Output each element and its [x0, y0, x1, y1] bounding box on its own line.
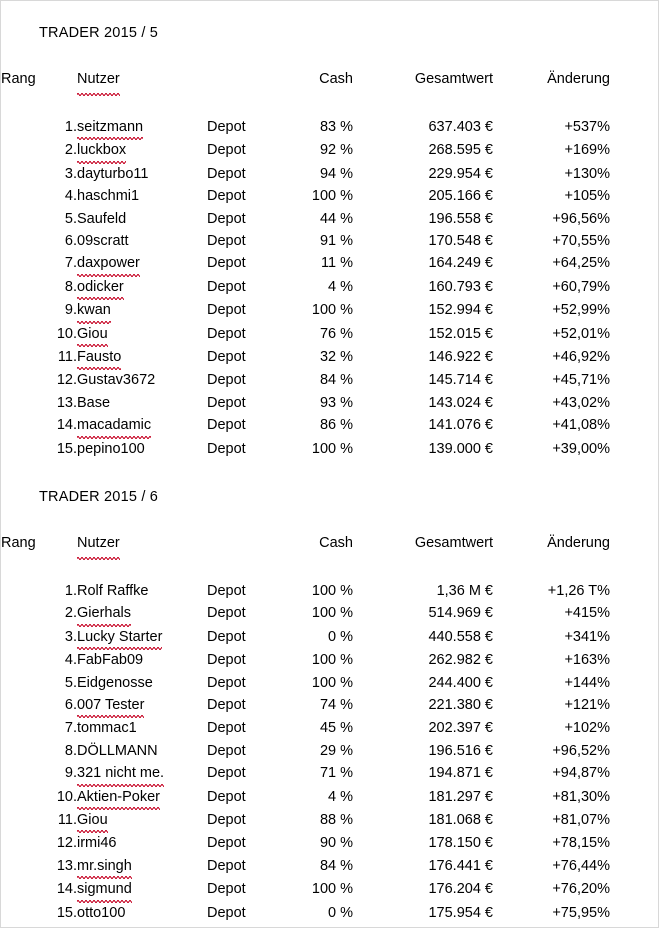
cell-user	[77, 276, 207, 299]
cell-depot: Depot	[207, 233, 246, 250]
cell-pad	[610, 902, 659, 924]
cell-user	[77, 323, 207, 346]
cell-depot: Depot	[207, 904, 246, 921]
cell-total: 152.015 €	[428, 325, 493, 342]
cell-cash: 32 %	[319, 349, 353, 366]
cell-cash: 29 %	[319, 742, 353, 759]
column-header-pad	[610, 64, 659, 95]
cell-rank: 2.	[64, 142, 77, 159]
cell-rank: 14.	[56, 881, 77, 898]
cell-total: 262.982 €	[428, 652, 493, 669]
cell-pad	[610, 392, 659, 414]
cell-user: haschmi1	[77, 188, 140, 205]
table-row	[1, 809, 659, 832]
cell-cash: 4 %	[328, 788, 353, 805]
spacer-row	[1, 559, 659, 580]
cell-cash: 88 %	[319, 812, 353, 829]
cell-total: 176.441 €	[428, 857, 493, 874]
cell-user-text: Gierhals	[77, 602, 131, 625]
table-row	[1, 649, 659, 671]
cell-total: 196.516 €	[428, 742, 493, 759]
cell-cash: 44 %	[319, 210, 353, 227]
cell-change: +46,92%	[552, 349, 610, 366]
table-row	[1, 163, 659, 185]
table-row	[1, 762, 659, 785]
cell-change: +75,95%	[552, 904, 610, 921]
cell-pad	[610, 208, 659, 230]
table-row	[1, 414, 659, 437]
cell-change: +94,87%	[552, 765, 610, 782]
cell-change: +169%	[564, 142, 610, 159]
column-header-depot	[207, 64, 285, 95]
cell-user	[77, 116, 207, 139]
cell-total: 440.558 €	[428, 628, 493, 645]
spacer-row	[1, 95, 659, 116]
cell-rank: 5.	[64, 674, 77, 691]
cell-depot: Depot	[207, 255, 246, 272]
table-row	[1, 369, 659, 391]
cell-rank: 3.	[64, 165, 77, 182]
cell-pad	[610, 185, 659, 207]
cell-rank: 9.	[64, 302, 77, 319]
cell-cash: 93 %	[319, 394, 353, 411]
spacer-row	[1, 507, 659, 528]
section-title: TRADER 2015 / 5	[39, 25, 159, 41]
table-row	[1, 230, 659, 252]
cell-rank: 7.	[64, 720, 77, 737]
cell-pad	[610, 694, 659, 717]
column-header-cash: Cash	[319, 71, 353, 87]
cell-total: 143.024 €	[428, 394, 493, 411]
cell-rank: 6.	[64, 697, 77, 714]
section-title: TRADER 2015 / 6	[39, 489, 159, 505]
cell-pad	[610, 139, 659, 162]
cell-change: +39,00%	[552, 440, 610, 457]
table-row	[1, 116, 659, 139]
cell-pad	[610, 369, 659, 391]
table-row	[1, 276, 659, 299]
cell-rank: 1.	[64, 583, 77, 599]
cell-depot: Depot	[207, 881, 246, 898]
cell-change: +415%	[564, 605, 610, 622]
cell-total: 181.297 €	[428, 788, 493, 805]
cell-pad	[610, 163, 659, 185]
cell-user	[77, 299, 207, 322]
cell-user-text: daxpower	[77, 252, 140, 275]
table-row	[1, 185, 659, 207]
cell-total: 514.969 €	[428, 605, 493, 622]
cell-user	[77, 139, 207, 162]
cell-user: tommac1	[77, 720, 137, 737]
column-header-user-text: Nutzer	[77, 64, 120, 95]
cell-user-text: Giou	[77, 323, 108, 346]
column-header-cash: Cash	[319, 535, 353, 551]
cell-cash: 100 %	[311, 583, 353, 599]
ranking-section-trader-2015-5	[1, 23, 659, 460]
cell-change: +163%	[564, 652, 610, 669]
cell-total: 145.714 €	[428, 372, 493, 389]
cell-cash: 71 %	[319, 765, 353, 782]
cell-depot: Depot	[207, 440, 246, 457]
cell-change: +43,02%	[552, 394, 610, 411]
cell-cash: 0 %	[328, 904, 353, 921]
column-header-rank: Rang	[1, 71, 36, 87]
cell-cash: 100 %	[311, 652, 353, 669]
cell-cash: 90 %	[319, 835, 353, 852]
table-row	[1, 626, 659, 649]
spacer-cell	[1, 43, 659, 64]
cell-change: +537%	[564, 119, 610, 135]
spacer-row	[1, 43, 659, 64]
cell-depot: Depot	[207, 188, 246, 205]
cell-change: +60,79%	[552, 278, 610, 295]
cell-change: +45,71%	[552, 372, 610, 389]
cell-total: 141.076 €	[428, 417, 493, 434]
cell-change: +1,26 T%	[547, 583, 610, 599]
cell-depot: Depot	[207, 674, 246, 691]
cell-user	[77, 252, 207, 275]
cell-user-text: luckbox	[77, 139, 126, 162]
table-row	[1, 580, 659, 602]
cell-pad	[610, 346, 659, 369]
cell-change: +64,25%	[552, 255, 610, 272]
ranking-section-trader-2015-6	[1, 487, 659, 924]
table-row	[1, 208, 659, 230]
cell-change: +81,30%	[552, 788, 610, 805]
cell-change: +144%	[564, 674, 610, 691]
cell-depot: Depot	[207, 119, 246, 135]
cell-rank: 14.	[56, 417, 77, 434]
table-row	[1, 740, 659, 762]
cell-pad	[610, 626, 659, 649]
cell-change: +130%	[564, 165, 610, 182]
cell-change: +52,99%	[552, 302, 610, 319]
cell-user: DÖLLMANN	[77, 742, 158, 759]
cell-pad	[610, 299, 659, 322]
spacer-cell	[1, 559, 659, 580]
cell-change: +96,52%	[552, 742, 610, 759]
cell-depot: Depot	[207, 788, 246, 805]
cell-change: +41,08%	[552, 417, 610, 434]
cell-pad	[610, 809, 659, 832]
cell-depot: Depot	[207, 278, 246, 295]
table-body	[1, 116, 659, 460]
cell-rank: 13.	[56, 394, 77, 411]
column-header-change: Änderung	[547, 71, 610, 87]
cell-depot: Depot	[207, 417, 246, 434]
table-body	[1, 580, 659, 924]
cell-user: Base	[77, 394, 111, 411]
spacer-cell	[1, 507, 659, 528]
cell-depot: Depot	[207, 697, 246, 714]
cell-pad	[610, 832, 659, 854]
cell-depot: Depot	[207, 812, 246, 829]
cell-change: +81,07%	[552, 812, 610, 829]
cell-cash: 83 %	[319, 119, 353, 135]
cell-pad	[610, 230, 659, 252]
ranking-table	[1, 507, 659, 924]
cell-depot: Depot	[207, 742, 246, 759]
cell-user-text: mr.singh	[77, 855, 132, 878]
cell-user-text: odicker	[77, 276, 124, 299]
table-row	[1, 252, 659, 275]
table-row	[1, 832, 659, 854]
cell-depot: Depot	[207, 628, 246, 645]
cell-pad	[610, 580, 659, 602]
cell-user: pepino100	[77, 440, 145, 457]
table-row	[1, 855, 659, 878]
cell-user	[77, 809, 207, 832]
cell-user	[77, 414, 207, 437]
cell-depot: Depot	[207, 857, 246, 874]
cell-change: +52,01%	[552, 325, 610, 342]
cell-user: FabFab09	[77, 652, 144, 669]
cell-user-text: Lucky Starter	[77, 626, 162, 649]
cell-depot: Depot	[207, 142, 246, 159]
cell-user: otto100	[77, 904, 126, 921]
cell-total: 221.380 €	[428, 697, 493, 714]
cell-pad	[610, 323, 659, 346]
table-row	[1, 786, 659, 809]
cell-cash: 91 %	[319, 233, 353, 250]
cell-user	[77, 786, 207, 809]
cell-user-text: 007 Tester	[77, 694, 144, 717]
cell-pad	[610, 878, 659, 901]
cell-user-text: Fausto	[77, 346, 121, 369]
cell-cash: 4 %	[328, 278, 353, 295]
cell-user	[77, 878, 207, 901]
cell-cash: 100 %	[311, 440, 353, 457]
cell-pad	[610, 762, 659, 785]
cell-rank: 13.	[56, 857, 77, 874]
cell-depot: Depot	[207, 302, 246, 319]
cell-depot: Depot	[207, 605, 246, 622]
cell-change: +105%	[564, 188, 610, 205]
cell-depot: Depot	[207, 394, 246, 411]
cell-cash: 74 %	[319, 697, 353, 714]
cell-total: 244.400 €	[428, 674, 493, 691]
column-header-user-text: Nutzer	[77, 528, 120, 559]
cell-depot: Depot	[207, 835, 246, 852]
column-header-depot	[207, 528, 285, 559]
column-header-rank: Rang	[1, 535, 36, 551]
cell-cash: 84 %	[319, 857, 353, 874]
cell-total: 176.204 €	[428, 881, 493, 898]
cell-user: Eidgenosse	[77, 674, 153, 691]
cell-total: 229.954 €	[428, 165, 493, 182]
cell-user-text: seitzmann	[77, 116, 143, 139]
cell-rank: 4.	[64, 652, 77, 669]
cell-rank: 4.	[64, 188, 77, 205]
cell-rank: 12.	[56, 372, 77, 389]
cell-total: 196.558 €	[428, 210, 493, 227]
table-head	[1, 43, 659, 116]
cell-user: Saufeld	[77, 210, 127, 227]
cell-depot: Depot	[207, 583, 246, 599]
cell-cash: 45 %	[319, 720, 353, 737]
cell-rank: 12.	[56, 835, 77, 852]
cell-user	[77, 602, 207, 625]
table-row	[1, 902, 659, 924]
cell-pad	[610, 649, 659, 671]
cell-user: Rolf Raffke	[77, 583, 149, 599]
cell-pad	[610, 602, 659, 625]
spacer-cell	[1, 95, 659, 116]
cell-rank: 5.	[64, 210, 77, 227]
column-header-total: Gesamtwert	[414, 71, 493, 87]
cell-cash: 86 %	[319, 417, 353, 434]
cell-pad	[610, 717, 659, 739]
cell-rank: 2.	[64, 605, 77, 622]
cell-user: dayturbo11	[77, 165, 149, 182]
cell-cash: 100 %	[311, 605, 353, 622]
cell-cash: 76 %	[319, 325, 353, 342]
cell-rank: 7.	[64, 255, 77, 272]
cell-rank: 1.	[64, 119, 77, 135]
cell-total: 637.403 €	[428, 119, 493, 135]
cell-user-text: 321 nicht me.	[77, 762, 164, 785]
cell-total: 178.150 €	[428, 835, 493, 852]
cell-total: 175.954 €	[428, 904, 493, 921]
cell-change: +78,15%	[552, 835, 610, 852]
cell-depot: Depot	[207, 165, 246, 182]
cell-pad	[610, 438, 659, 460]
table-row	[1, 878, 659, 901]
cell-cash: 0 %	[328, 628, 353, 645]
cell-user-text: Aktien-Poker	[77, 786, 160, 809]
cell-total: 139.000 €	[428, 440, 493, 457]
cell-user-text: kwan	[77, 299, 111, 322]
cell-total: 160.793 €	[428, 278, 493, 295]
cell-rank: 10.	[56, 325, 77, 342]
cell-user-text: macadamic	[77, 414, 151, 437]
cell-cash: 11 %	[321, 255, 353, 272]
cell-user-text: sigmund	[77, 878, 132, 901]
cell-cash: 92 %	[319, 142, 353, 159]
cell-change: +76,44%	[552, 857, 610, 874]
table-row	[1, 717, 659, 739]
column-header-user	[77, 64, 207, 95]
cell-change: +341%	[564, 628, 610, 645]
cell-total: 1,36 M €	[436, 583, 493, 599]
cell-user-text: Giou	[77, 809, 108, 832]
table-row	[1, 346, 659, 369]
table-header-row	[1, 528, 659, 559]
cell-pad	[610, 672, 659, 694]
cell-user: irmi46	[77, 835, 117, 852]
cell-rank: 9.	[64, 765, 77, 782]
cell-rank: 15.	[56, 904, 77, 921]
cell-user	[77, 694, 207, 717]
cell-total: 205.166 €	[428, 188, 493, 205]
table-row	[1, 323, 659, 346]
cell-pad	[610, 740, 659, 762]
cell-pad	[610, 116, 659, 139]
cell-pad	[610, 786, 659, 809]
cell-user	[77, 855, 207, 878]
ranking-table	[1, 43, 659, 460]
cell-user: 09scratt	[77, 233, 129, 250]
cell-rank: 11.	[57, 812, 77, 829]
column-header-user	[77, 528, 207, 559]
cell-rank: 15.	[56, 440, 77, 457]
cell-user: Gustav3672	[77, 372, 156, 389]
column-header-total: Gesamtwert	[414, 535, 493, 551]
cell-depot: Depot	[207, 720, 246, 737]
cell-depot: Depot	[207, 325, 246, 342]
cell-rank: 8.	[64, 278, 77, 295]
cell-cash: 100 %	[311, 881, 353, 898]
cell-rank: 8.	[64, 742, 77, 759]
cell-pad	[610, 414, 659, 437]
cell-total: 202.397 €	[428, 720, 493, 737]
cell-change: +76,20%	[552, 881, 610, 898]
cell-change: +102%	[564, 720, 610, 737]
table-head	[1, 507, 659, 580]
cell-user	[77, 626, 207, 649]
table-row	[1, 602, 659, 625]
cell-cash: 100 %	[311, 302, 353, 319]
cell-user	[77, 762, 207, 785]
table-row	[1, 672, 659, 694]
table-header-row	[1, 64, 659, 95]
cell-pad	[610, 252, 659, 275]
table-row	[1, 139, 659, 162]
cell-total: 194.871 €	[428, 765, 493, 782]
cell-user	[77, 346, 207, 369]
cell-depot: Depot	[207, 652, 246, 669]
cell-depot: Depot	[207, 349, 246, 366]
column-header-change: Änderung	[547, 535, 610, 551]
cell-depot: Depot	[207, 210, 246, 227]
cell-cash: 100 %	[311, 674, 353, 691]
cell-total: 268.595 €	[428, 142, 493, 159]
cell-cash: 100 %	[311, 188, 353, 205]
cell-rank: 10.	[56, 788, 77, 805]
table-row	[1, 299, 659, 322]
cell-rank: 11.	[57, 349, 77, 366]
cell-rank: 6.	[64, 233, 77, 250]
table-row	[1, 438, 659, 460]
cell-change: +96,56%	[552, 210, 610, 227]
cell-cash: 94 %	[319, 165, 353, 182]
cell-total: 181.068 €	[428, 812, 493, 829]
cell-change: +70,55%	[552, 233, 610, 250]
cell-total: 170.548 €	[428, 233, 493, 250]
cell-total: 152.994 €	[428, 302, 493, 319]
cell-cash: 84 %	[319, 372, 353, 389]
cell-pad	[610, 855, 659, 878]
table-row	[1, 694, 659, 717]
cell-depot: Depot	[207, 765, 246, 782]
cell-total: 146.922 €	[428, 349, 493, 366]
cell-total: 164.249 €	[428, 255, 493, 272]
table-row	[1, 392, 659, 414]
cell-rank: 3.	[64, 628, 77, 645]
cell-change: +121%	[564, 697, 610, 714]
cell-pad	[610, 276, 659, 299]
column-header-pad	[610, 528, 659, 559]
cell-depot: Depot	[207, 372, 246, 389]
